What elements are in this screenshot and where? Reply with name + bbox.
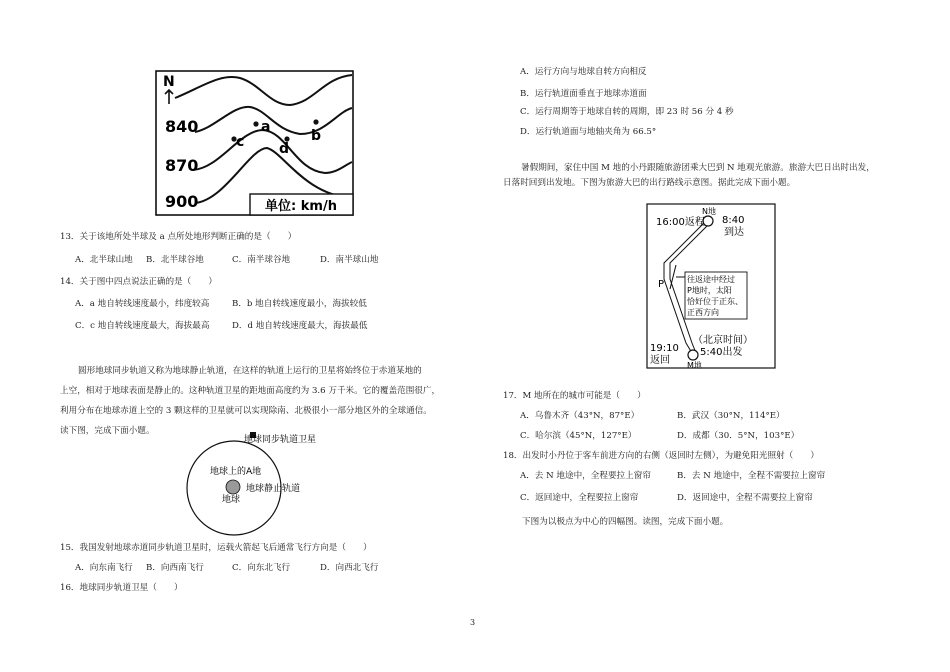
q17-option-b: B．武汉（30°N，114°E） <box>677 411 785 421</box>
m-place-dot <box>688 350 698 360</box>
q14-option-c: C．c 地自转线速度最大，海拔最高 <box>75 321 210 331</box>
p-label: P <box>658 279 665 290</box>
m-back-time: 19:10 <box>650 343 679 354</box>
return-time: 16:00返程 <box>656 217 705 228</box>
q15-option-a: A．向东南飞行 <box>75 563 133 573</box>
passage-line: 圆形地球同步轨道又称为地球静止轨道，在这样的轨道上运行的卫星将始终位于赤道某地的 <box>78 366 422 376</box>
q18-option-b: B．去 N 地途中，全程不需要拉上窗帘 <box>677 471 826 481</box>
q13-option-a: A．北半球山地 <box>75 255 133 265</box>
q17-option-d: D．成都（30．5°N，103°E） <box>677 431 800 441</box>
q13-stem: 13．关于该地所处半球及 a 点所处地形判断正确的是（ ） <box>60 232 297 242</box>
note-line: 恰好位于正东、 <box>687 297 743 306</box>
q13-option-b: B．北半球谷地 <box>146 255 204 265</box>
passage-line: 日落时回到出发地。下图为旅游大巴的出行路线示意图。据此完成下面小题。 <box>503 178 796 188</box>
q13-option-c: C．南半球谷地 <box>232 255 291 265</box>
north-arrow-icon <box>165 90 173 104</box>
point-b-label: b <box>311 128 322 144</box>
passage-line: 上空，相对于地球表面是静止的。这种轨道卫星的距地面高度约为 3.6 万千米。它的覆盖范围很广， <box>60 386 441 396</box>
note-line: 往返途中经过 <box>687 275 735 284</box>
m-back-label: 返回 <box>650 355 670 366</box>
q17-option-c: C．哈尔滨（45°N，127°E） <box>520 431 637 441</box>
passage-line: 暑假期间，家住中国 M 地的小丹跟随旅游团乘大巴到 N 地观光旅游。旅游大巴日出时出发， <box>521 163 875 173</box>
satellite-label: 地球同步轨道卫星 <box>244 435 317 445</box>
q18-option-a: A．去 N 地途中，全程要拉上窗帘 <box>520 471 651 481</box>
contour-figure <box>155 70 355 218</box>
q15-option-d: D．向西北飞行 <box>320 563 379 573</box>
north-label: N <box>163 74 175 90</box>
contour-label-900: 900 <box>165 192 199 211</box>
q15-option-c: C．向东北飞行 <box>232 563 291 573</box>
earth-label: 地球 <box>222 495 241 505</box>
note-line: P地时，太阳 <box>687 286 732 295</box>
q16-stem: 16．地球同步轨道卫星（ ） <box>60 583 183 593</box>
earth-circle <box>226 480 240 494</box>
q14-stem: 14．关于图中四点说法正确的是（ ） <box>60 277 218 287</box>
q13-option-d: D．南半球山地 <box>320 255 379 265</box>
note-line: 正西方向 <box>687 308 719 317</box>
orbit-label: 地球静止轨道 <box>246 484 301 494</box>
intro-next-questions: 下图为以极点为中心的四幅图。读图，完成下面小题。 <box>522 517 729 527</box>
orbit-figure <box>186 432 336 542</box>
n-time: 8:40 <box>722 215 745 226</box>
q17-stem: 17．M 地所在的城市可能是（ ） <box>503 391 646 401</box>
point-a-dot <box>253 121 258 126</box>
q15-stem: 15．我国发射地球赤道同步轨道卫星时，运载火箭起飞后通常飞行方向是（ ） <box>60 543 372 553</box>
point-a-label: a <box>261 119 271 135</box>
n-arrive: 到达 <box>724 227 744 238</box>
route-figure <box>646 203 778 371</box>
q16-option-d: D．运行轨道面与地轴夹角为 66.5° <box>520 127 657 137</box>
contour-label-870: 870 <box>165 156 199 175</box>
contour-label-840: 840 <box>165 117 199 136</box>
q17-option-a: A．乌鲁木齐（43°N，87°E） <box>520 411 640 421</box>
q16-option-c: C．运行周期等于地球自转的周期，即 23 时 56 分 4 秒 <box>520 107 734 117</box>
m-depart-label: 5:40出发 <box>700 347 743 358</box>
page-number: 3 <box>470 618 476 627</box>
passage-trip <box>503 161 903 191</box>
n-place-label: N地 <box>702 207 716 216</box>
q16-option-a: A．运行方向与地球自转方向相反 <box>520 67 647 77</box>
point-d-label: d <box>279 141 290 157</box>
q15-option-b: B．向西南飞行 <box>146 563 204 573</box>
q18-option-c: C．返回途中，全程要拉上窗帘 <box>520 493 639 503</box>
point-b-dot <box>313 119 318 124</box>
q18-option-d: D．返回途中，全程不需要拉上窗帘 <box>677 493 813 503</box>
beijing-time-label: （北京时间） <box>693 335 753 346</box>
point-c-label: c <box>236 134 245 150</box>
place-a-label: 地球上的A地 <box>210 467 262 477</box>
q14-option-a: A．a 地自转线速度最小，纬度较高 <box>75 299 210 309</box>
m-place-label: M地 <box>687 361 702 370</box>
q14-option-b: B．b 地自转线速度最小，海拔较低 <box>232 299 367 309</box>
passage-line: 读下图，完成下面小题。 <box>60 426 155 436</box>
q14-option-d: D．d 地自转线速度最大，海拔最低 <box>232 321 368 331</box>
q16-option-b: B．运行轨道面垂直于地球赤道面 <box>520 89 647 99</box>
passage-line: 利用分布在地球赤道上空的 3 颗这样的卫星就可以实现除南、北极很小一部分地区外的全球通信。 <box>60 406 432 416</box>
unit-label: 单位: km/h <box>265 199 337 214</box>
q18-stem: 18．出发时小丹位于客车前进方向的右侧（返回时左侧），为避免阳光照射（ ） <box>503 451 820 461</box>
passage-geostationary <box>60 361 480 441</box>
